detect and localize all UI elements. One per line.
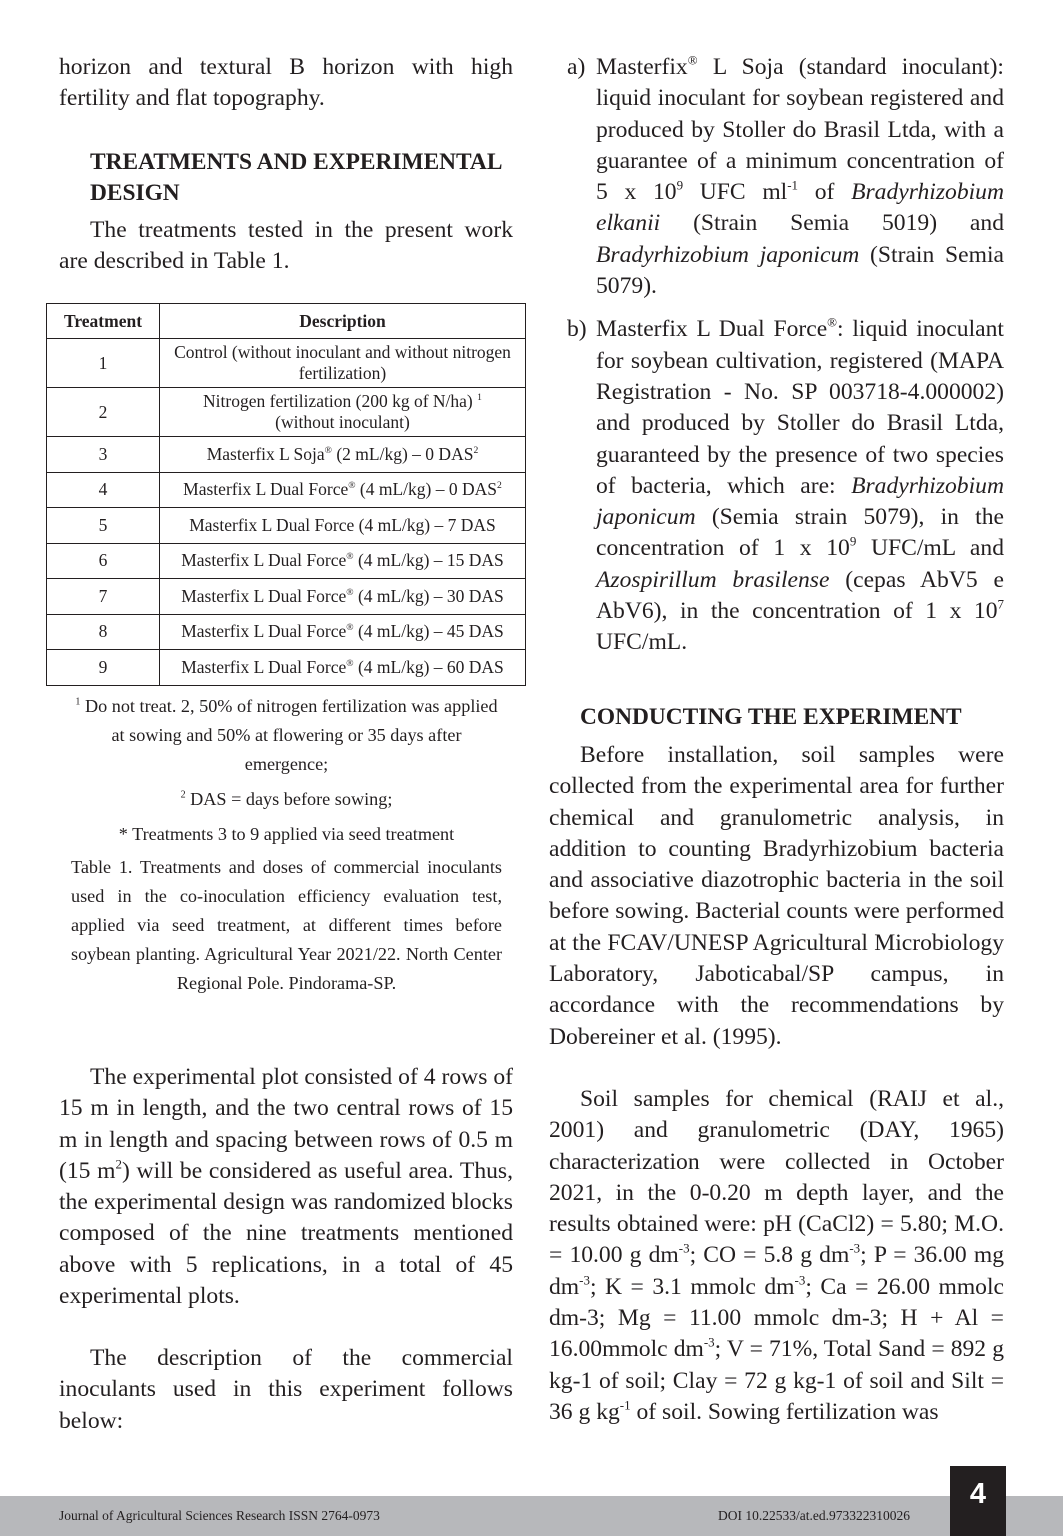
journal-name: Journal of Agricultural Sciences Research ISSN 2764-0973 [59, 1508, 380, 1523]
table-header-treatment: Treatment [47, 304, 160, 339]
treatment-number: 6 [47, 543, 160, 579]
inoculant-list [549, 52, 1004, 659]
table-footnote-3: * Treatments 3 to 9 applied via seed treatment [118, 824, 455, 844]
treatment-description: Masterfix L Dual Force® (4 mL/kg) – 60 DAS [160, 650, 526, 686]
treatment-number: 4 [47, 472, 160, 508]
treatment-number: 7 [47, 579, 160, 615]
installation-paragraph: Before installation, soil samples were collected from the experimental area for further chemical and granulometric analysis, in addition to counting Bradyrhizobium bacteria and associative diazotrophic bacteria in the soil before sowing. Bacterial counts were performed at the FCAV/UNESP Agricultural Microbiology Laboratory, Jaboticabal/SP campus, in accordance with the recommendations by Dobereiner et al. (1995). [549, 742, 1004, 1050]
section-title-conducting: CONDUCTING THE EXPERIMENT [580, 704, 962, 730]
treatments-intro: The treatments tested in the present work are described in Table 1. [59, 217, 513, 275]
list-item: a) Masterfix® L Soja (standard inoculant): liquid inoculant for soybean registered and produced by Stoller do Brasil Ltda, with a guarantee of a minimum concentration of 5 x $10^9$ UFC $ml^{-1}$ of Bradyrhizobium elkanii (Strain Semia 5019) and Bradyrhizobium japonicum (Strain Semia 5079). [567, 52, 1005, 300]
table-row [47, 508, 526, 544]
treatment-description: Nitrogen fertilization (200 kg of N/ha) $^1$ (without inoculant) [160, 388, 526, 437]
treatments-table [46, 303, 526, 686]
table-row [47, 437, 526, 473]
treatment-description: Masterfix L Dual Force® (4 mL/kg) – 15 DAS [160, 543, 526, 579]
table-row [47, 543, 526, 579]
table-row [47, 339, 526, 388]
page-footer [0, 1496, 1063, 1536]
treatment-description: Masterfix L Dual Force® (4 mL/kg) – 30 DAS [160, 579, 526, 615]
treatment-description: Control (without inoculant and without nitrogen fertilization) [160, 339, 526, 388]
table-row [47, 388, 526, 437]
treatment-description: Masterfix L Dual Force® (4 mL/kg) – 45 DAS [160, 614, 526, 650]
section-title-treatments: TREATMENTS AND EXPERIMENTAL DESIGN [90, 149, 502, 207]
table-row [47, 579, 526, 615]
soil-paragraph: Soil samples for chemical (RAIJ et al., 2001) and granulometric (DAY, 1965) characterization were collected in October 2021, in the 0-0.20 m depth layer, and the results obtained were: pH (CaCl2) = 5.80; M.O. = 10.00 g $dm^{-3}$; CO = 5.8 g $dm^{-3}$; P = 36.00 mg $dm^{-3}$; K = 3.1 mmolc $dm^{-3}$; Ca = 26.00 mmolc dm-3; Mg = 11.00 mmolc dm-3; H + Al = 16.00mmolc $dm^{-3}$; V = 71%, Total Sand = 892 g kg-1 of soil; Clay = 72 g kg-1 of soil and Silt = 36 g $kg^{-1}$ of soil. Sowing fertilization was [549, 1086, 1005, 1425]
table-caption: Table 1. Treatments and doses of commercial inoculants used in the co-inoculation efficiency evaluation test, applied via seed treatment, at different times before soybean planting. Agricultural Year 2021/22. North Center Regional Pole. Pindorama-SP. [71, 857, 502, 993]
list-marker: b) [567, 316, 587, 343]
treatment-description: Masterfix L Soja® (2 mL/kg) – 0 DAS$^2$ [160, 437, 526, 473]
treatment-description: Masterfix L Dual Force (4 mL/kg) – 7 DAS [160, 508, 526, 544]
description-paragraph: The description of the commercial inoculants used in this experiment follows below: [59, 1345, 513, 1434]
table-notes [71, 692, 502, 998]
page-number: 4 [950, 1466, 1006, 1536]
table-footnote-2: $^2$ DAS = days before sowing; [180, 789, 393, 809]
treatment-number: 9 [47, 650, 160, 686]
table-header-description: Description [160, 304, 526, 339]
treatment-number: 1 [47, 339, 160, 388]
treatment-description: Masterfix L Dual Force® (4 mL/kg) – 0 DAS$^2$ [160, 472, 526, 508]
intro-paragraph: horizon and textural B horizon with high fertility and flat topography. [59, 54, 513, 112]
plot-paragraph: The experimental plot consisted of 4 rows of 15 m in length, and the two central rows of 15 m in length and spacing between rows of 0.5 m (15 $m^2$) will be considered as useful area. Thus, the experimental design was randomized blocks composed of the nine treatments mentioned above with 5 replications, in a total of 45 experimental plots. [59, 1064, 513, 1310]
table-row [47, 650, 526, 686]
table-footnote-1: $^1$ Do not treat. 2, 50% of nitrogen fertilization was applied at sowing and 50% at flowering or 35 days after emergence; [75, 696, 498, 774]
treatment-number: 8 [47, 614, 160, 650]
table-row [47, 472, 526, 508]
treatment-number: 5 [47, 508, 160, 544]
treatment-number: 2 [47, 388, 160, 437]
list-marker: a) [567, 54, 586, 80]
table-header-row [47, 304, 526, 339]
treatment-number: 3 [47, 437, 160, 473]
doi-link[interactable]: DOI 10.22533/at.ed.973322310026 [718, 1508, 910, 1523]
list-item: b) Masterfix L Dual Force®: liquid inoculant for soybean cultivation, registered (MAPA Registration - No. SP 003718-4.000002) and produced by Stoller do Brasil Ltda, guaranteed by the presence of two species of bacteria, which are: Bradyrhizobium japonicum (Semia strain 5079), in the concentration of 1 x $10^9$ UFC/mL and Azospirillum brasilense (cepas AbV5 e AbV6), in the concentration of 1 x $10^7$ UFC/mL. [567, 314, 1004, 656]
table-row [47, 614, 526, 650]
